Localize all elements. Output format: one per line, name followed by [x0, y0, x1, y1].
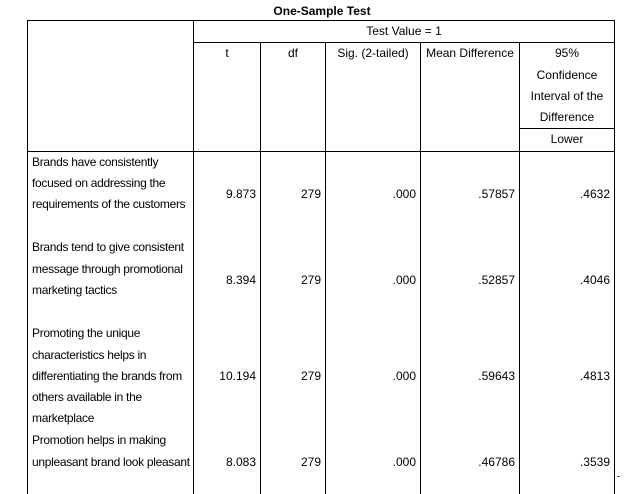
cell-sig: .000: [326, 323, 421, 430]
corner-cell: [28, 21, 194, 152]
cell-df: 279: [261, 237, 326, 323]
cell-mean-diff: .59643: [421, 323, 520, 430]
cell-df: 279: [261, 323, 326, 430]
row-label: Brands have consistently focused on addressing the requirements of the customers: [28, 151, 194, 237]
table-row: [28, 237, 615, 323]
test-value-header: Test Value = 1: [194, 21, 615, 43]
col-header-ci: 95% Confidence Interval of the Difference: [520, 43, 615, 129]
cell-t: 10.194: [194, 323, 261, 430]
cell-lower: .4813: [520, 323, 615, 430]
table-row: [28, 323, 615, 430]
cell-df: 279: [261, 151, 326, 237]
col-header-lower: Lower: [520, 129, 615, 151]
cell-t: 8.083: [194, 430, 261, 494]
col-header-df: df: [261, 43, 326, 151]
cell-lower: .4046: [520, 237, 615, 323]
row-label: Promotion helps in making unpleasant brand look pleasant: [28, 430, 194, 494]
cell-t: 8.394: [194, 237, 261, 323]
resize-handle: [617, 476, 620, 477]
col-header-sig: Sig. (2-tailed): [326, 43, 421, 151]
cell-sig: .000: [326, 237, 421, 323]
cell-sig: .000: [326, 151, 421, 237]
col-header-t: t: [194, 43, 261, 151]
cell-mean-diff: .46786: [421, 430, 520, 494]
cell-lower: .3539: [520, 430, 615, 494]
cell-mean-diff: .57857: [421, 151, 520, 237]
cell-lower: .4632: [520, 151, 615, 237]
row-label: Brands tend to give consistent message through promotional marketing tactics: [28, 237, 194, 323]
row-label: Promoting the unique characteristics helps in differentiating the brands from others available in the marketplace: [28, 323, 194, 430]
table-title: One-Sample Test: [273, 4, 371, 18]
table-row: [28, 430, 615, 494]
cell-df: 279: [261, 430, 326, 494]
cell-sig: .000: [326, 430, 421, 494]
cell-t: 9.873: [194, 151, 261, 237]
cell-mean-diff: .52857: [421, 237, 520, 323]
col-header-mean-diff: Mean Difference: [421, 43, 520, 151]
table-row: [28, 151, 615, 237]
one-sample-test-table: [27, 20, 615, 494]
